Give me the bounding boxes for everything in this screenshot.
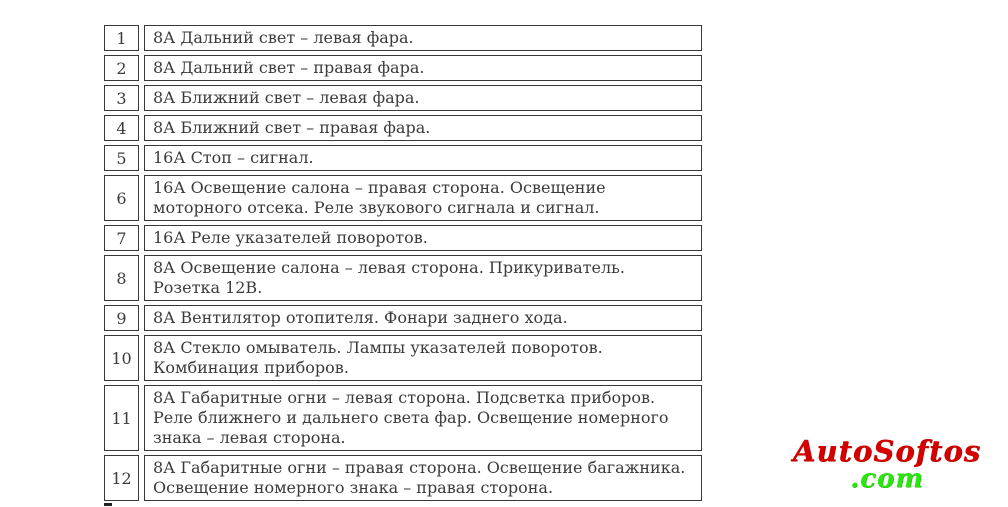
fuse-table xyxy=(104,25,704,505)
next-row-cutoff-sliver xyxy=(104,503,112,506)
table-row xyxy=(104,55,704,81)
fuse-number-cell: 11 xyxy=(104,385,139,451)
fuse-number-cell: 12 xyxy=(104,455,139,501)
fuse-description-text: 8А Вентилятор отопителя. Фонари заднего хода. xyxy=(153,308,568,327)
table-row xyxy=(104,225,704,251)
fuse-description-text: 8А Стекло омыватель. Лампы указателей поворотов. Комбинация приборов. xyxy=(153,338,603,377)
fuse-number-cell: 6 xyxy=(104,175,139,221)
table-row xyxy=(104,305,704,331)
fuse-number-cell: 10 xyxy=(104,335,139,381)
table-row xyxy=(104,455,704,501)
fuse-description-text: 16А Освещение салона – правая сторона. Освещение моторного отсека. Реле звукового сигнала и сигнал. xyxy=(153,178,606,217)
fuse-description-cell xyxy=(144,385,702,451)
fuse-description-text: 16А Реле указателей поворотов. xyxy=(153,228,428,247)
table-row xyxy=(104,145,704,171)
fuse-number-cell: 5 xyxy=(104,145,139,171)
fuse-description-text: 8А Дальний свет – левая фара. xyxy=(153,28,414,47)
fuse-description-text: 8А Ближний свет – правая фара. xyxy=(153,118,431,137)
fuse-description-cell xyxy=(144,175,702,221)
fuse-description-cell xyxy=(144,55,702,81)
table-row xyxy=(104,335,704,381)
table-row xyxy=(104,115,704,141)
fuse-description-cell xyxy=(144,305,702,331)
fuse-number-cell: 2 xyxy=(104,55,139,81)
fuse-description-text: 8А Ближний свет – левая фара. xyxy=(153,88,420,107)
watermark-domain-text: .com xyxy=(850,464,924,495)
fuse-number-cell: 1 xyxy=(104,25,139,51)
table-row xyxy=(104,85,704,111)
fuse-description-cell xyxy=(144,25,702,51)
fuse-description-text: 16А Стоп – сигнал. xyxy=(153,148,314,167)
fuse-description-text: 8А Габаритные огни – правая сторона. Освещение багажника. Освещение номерного знака – правая сторона. xyxy=(153,458,686,497)
fuse-number-cell: 3 xyxy=(104,85,139,111)
table-row xyxy=(104,175,704,221)
table-row xyxy=(104,385,704,451)
fuse-description-cell xyxy=(144,335,702,381)
table-row xyxy=(104,25,704,51)
table-row xyxy=(104,255,704,301)
fuse-number-cell: 4 xyxy=(104,115,139,141)
fuse-number-cell: 9 xyxy=(104,305,139,331)
watermark-logo xyxy=(792,436,982,494)
fuse-description-cell xyxy=(144,85,702,111)
fuse-description-cell xyxy=(144,115,702,141)
fuse-description-cell xyxy=(144,225,702,251)
fuse-description-cell xyxy=(144,255,702,301)
fuse-description-cell xyxy=(144,145,702,171)
fuse-description-text: 8А Дальний свет – правая фара. xyxy=(153,58,425,77)
fuse-description-text: 8А Освещение салона – левая сторона. Прикуриватель. Розетка 12В. xyxy=(153,258,625,297)
fuse-description-text: 8А Габаритные огни – левая сторона. Подсветка приборов. Реле ближнего и дальнего света фар. Освещение номерного знака – левая сторона. xyxy=(153,388,669,447)
fuse-description-cell xyxy=(144,455,702,501)
watermark-brand-text: AutoSoftos xyxy=(792,434,982,468)
fuse-number-cell: 8 xyxy=(104,255,139,301)
fuse-number-cell: 7 xyxy=(104,225,139,251)
